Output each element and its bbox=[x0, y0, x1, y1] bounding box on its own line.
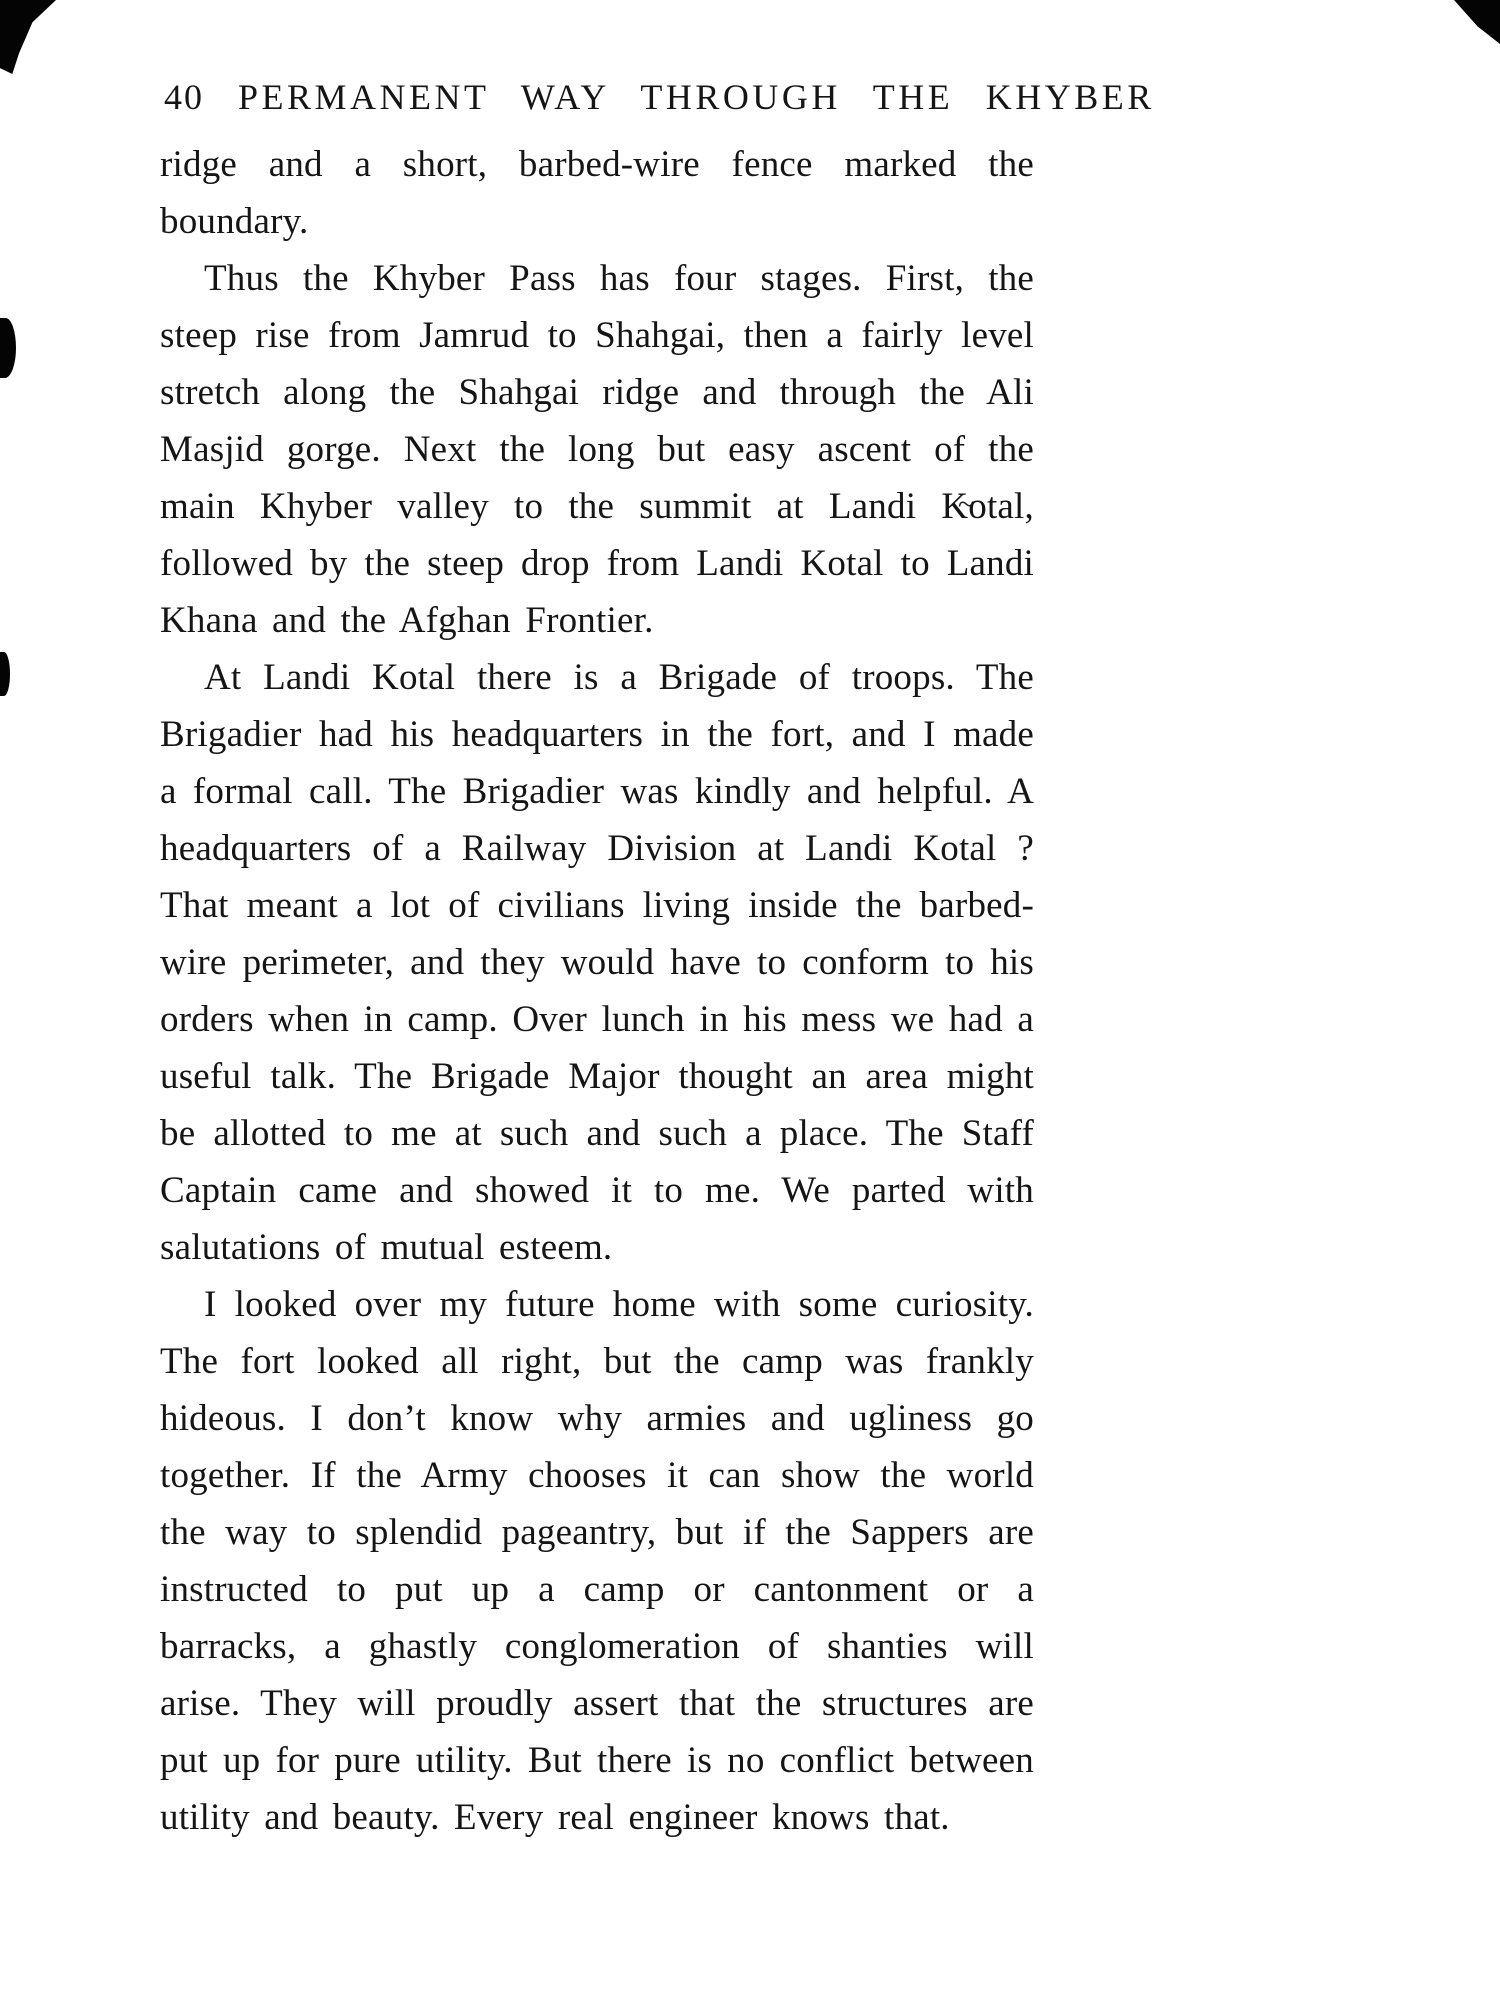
paragraph-continuation: ridge and a short, barbed-wire fence marked the boundary. bbox=[160, 144, 1034, 242]
paragraph-future-home: I looked over my future home with some curiosity. The fort looked all right, but the camp was frankly hideous. I don’t know why armies and ugliness go together. If the Army chooses it can show the world the way to splendid pageantry, but if the Sappers are instructed to put up a camp or cantonment or a barracks, a ghastly conglomeration of shanties will arise. They will proudly assert that the structures are put up for pure utility. But there is no conflict between utility and beauty. Every real engineer knows that. bbox=[160, 1284, 1034, 1838]
paragraph-landi-kotal-brigade: At Landi Kotal there is a Brigade of troops. The Brigadier had his headquarters in the fort, and I made a formal call. The Brigadier was kindly and helpful. A headquarters of a Railway Division at Landi Kotal ? That meant a lot of civilians living inside the barbed-wire perimeter, and they would have to conform to his orders when in camp. Over lunch in his mess we had a useful talk. The Brigade Major thought an area might be allotted to me at such and such a place. The Staff Captain came and showed it to me. We parted with salutations of mutual esteem. bbox=[160, 657, 1034, 1268]
scan-artifact-top-left bbox=[0, 0, 56, 74]
scan-artifact-top-right bbox=[1450, 0, 1500, 44]
scan-artifact-left-edge-lower bbox=[0, 652, 10, 696]
running-title: PERMANENT WAY THROUGH THE KHYBER bbox=[238, 77, 1155, 117]
page-number: 40 bbox=[164, 77, 204, 117]
running-header bbox=[164, 76, 1155, 118]
paragraph-khyber-stages: Thus the Khyber Pass has four stages. First, the steep rise from Jamrud to Shahgai, then a fairly level stretch along the Shahgai ridge and through the Ali Masjid gorge. Next the long but easy ascent of the main Khyber valley to the summit at Landi Kotal, followed by the steep drop from Landi Kotal to Landi Khana and the Afghan Frontier. bbox=[160, 258, 1034, 641]
page-text-block bbox=[160, 76, 1155, 1846]
scan-artifact-left-edge-upper bbox=[0, 318, 16, 378]
